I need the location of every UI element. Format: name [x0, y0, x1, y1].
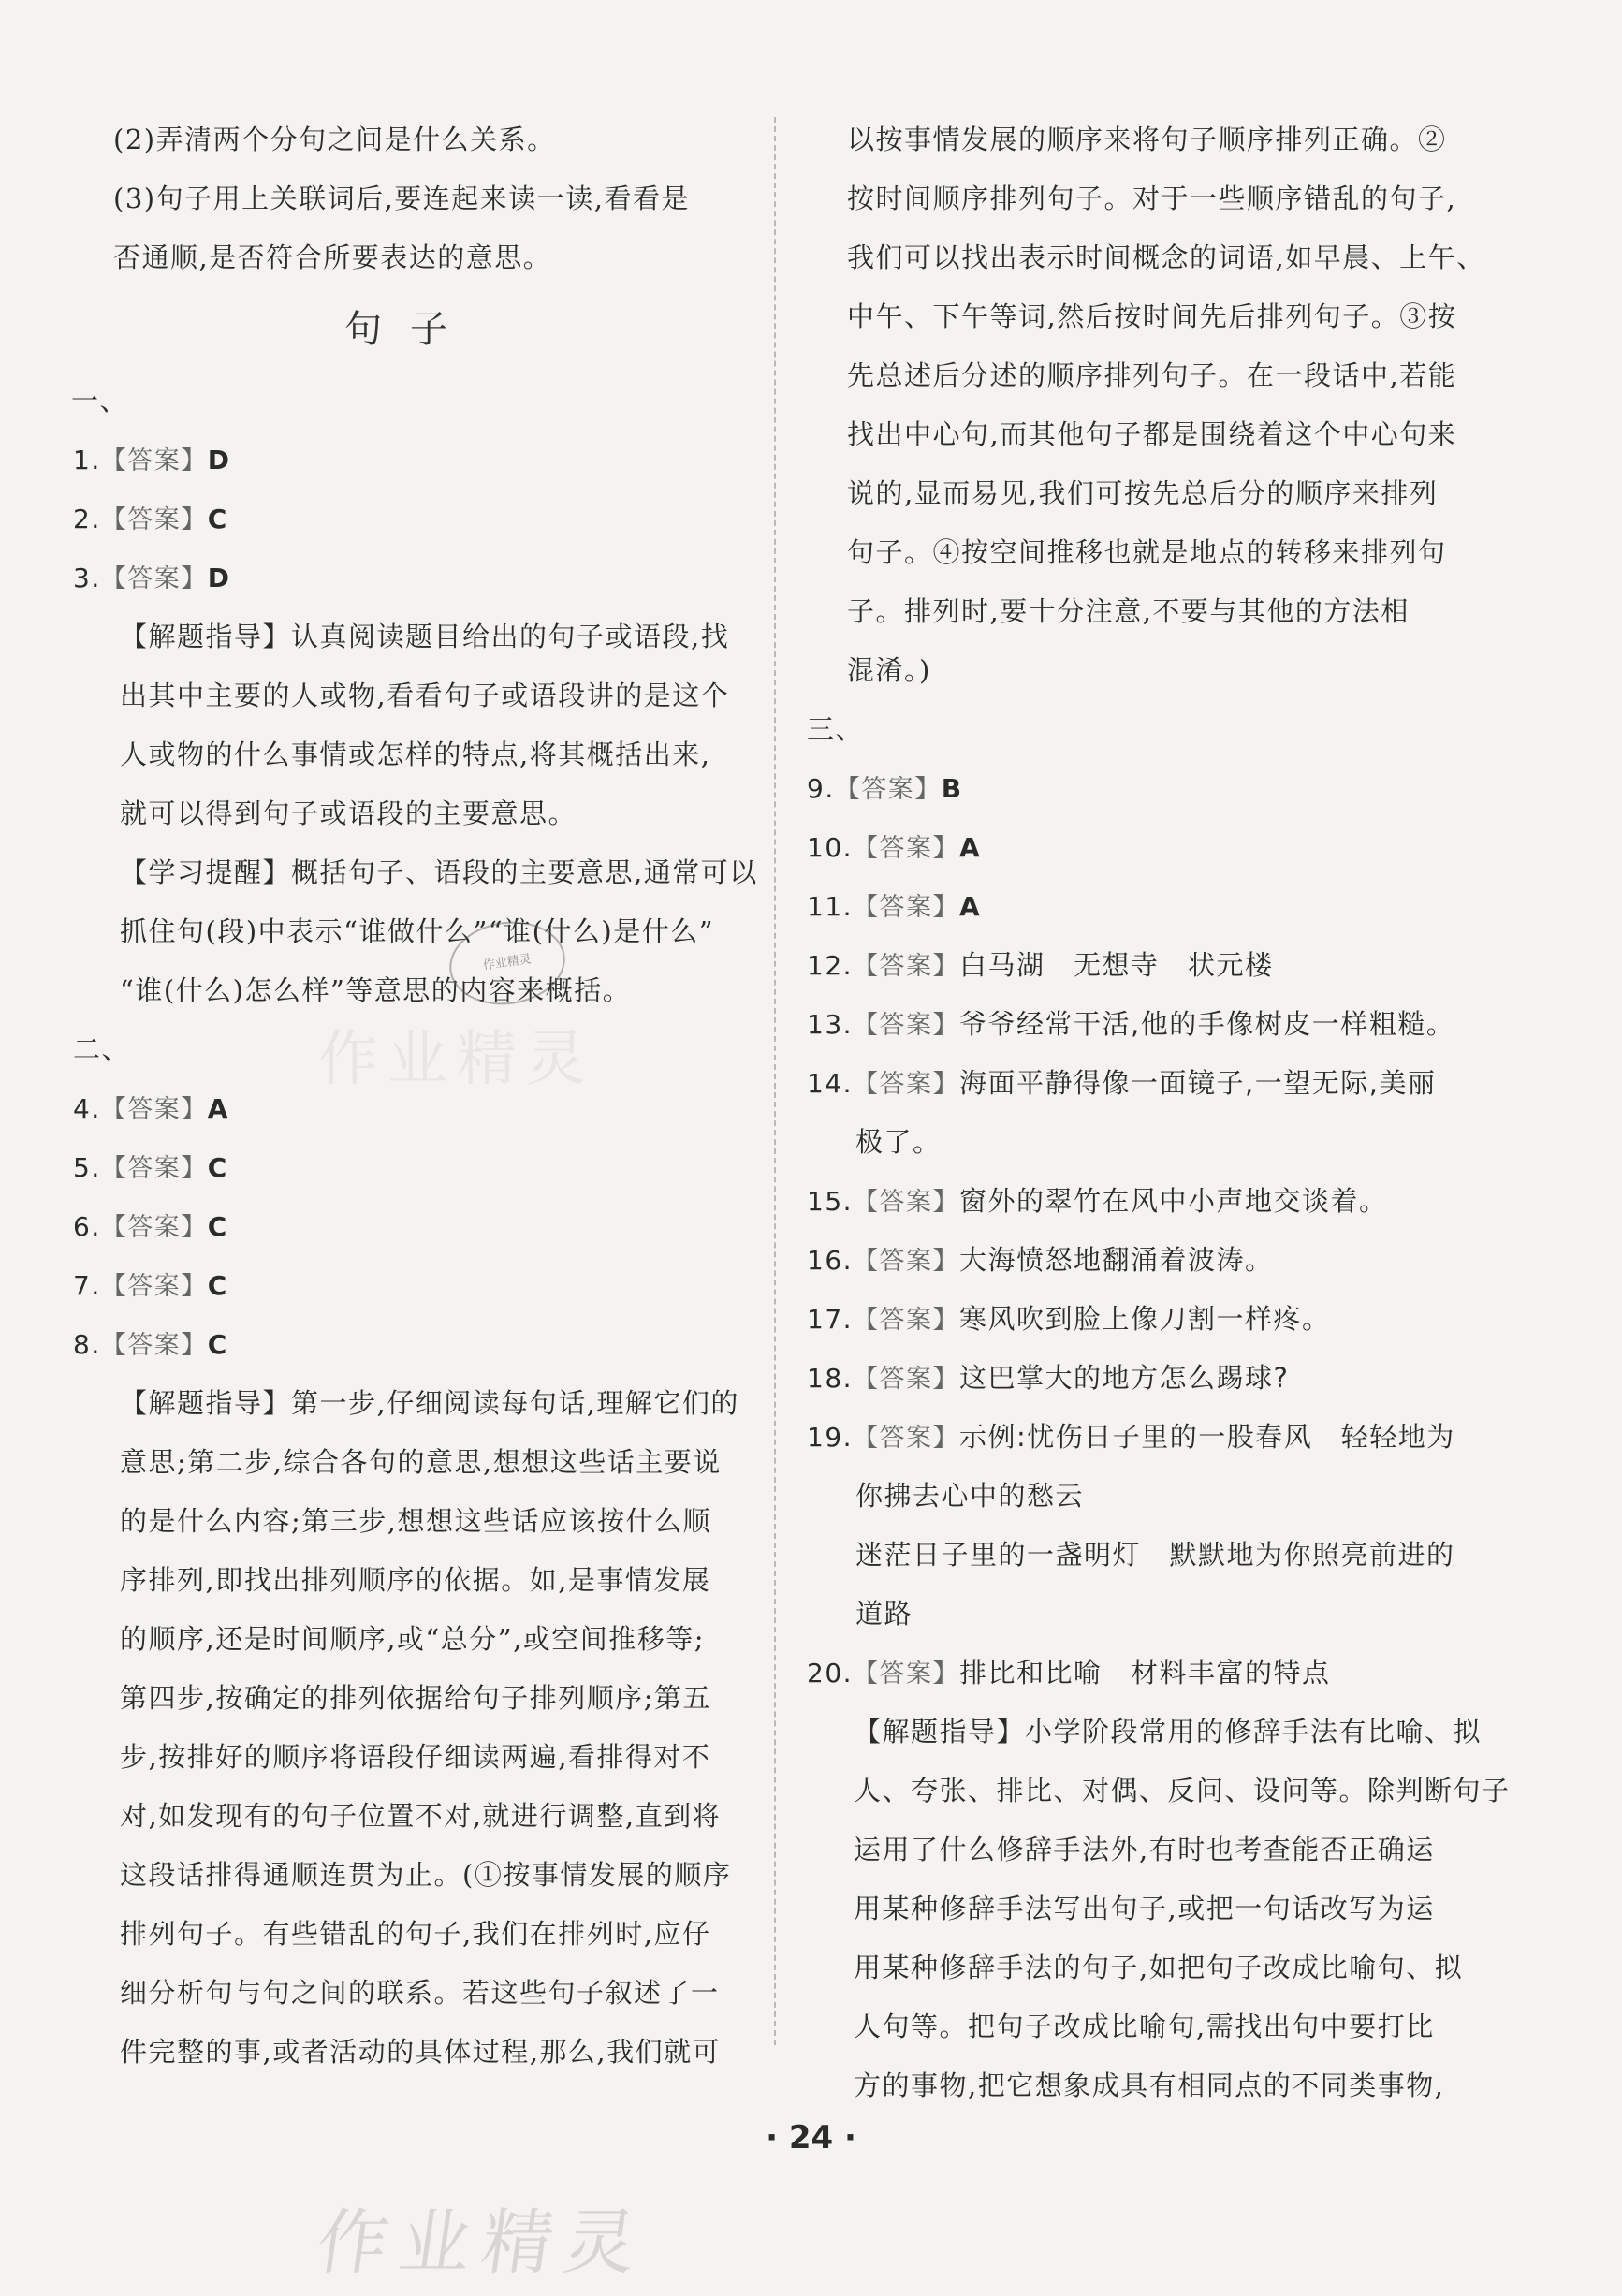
answer-text: 示例:忧伤日子里的一股春风 轻轻地为 — [959, 1421, 1455, 1453]
answer-tag: 【答案】 — [853, 952, 960, 981]
answer-number: 13. — [807, 1009, 854, 1040]
answer-row — [73, 1138, 747, 1197]
guide-line: 用某种修辞手法写出句子,或把一句话改写为运 — [854, 1893, 1435, 1924]
cont-line: 中午、下午等词,然后按时间先后排列句子。③按 — [847, 300, 1457, 332]
guide-line: 这段话排得通顺连贯为止。(①按事情发展的顺序 — [120, 1859, 732, 1891]
answer-number: 6. — [73, 1211, 101, 1242]
answer-row — [807, 1408, 1481, 1467]
guide-line: 人或物的什么事情或怎样的特点,将其概括出来, — [120, 739, 711, 770]
answer-row — [73, 1197, 747, 1256]
answer-row — [73, 1315, 747, 1374]
answer-value: C — [207, 1329, 228, 1360]
answer-tag: 【答案】 — [100, 446, 208, 475]
answer-row — [807, 818, 1481, 877]
answer-number: 8. — [73, 1329, 101, 1360]
guide-line: 就可以得到句子或语段的主要意思。 — [120, 797, 577, 829]
tip-line: 【学习提醒】概括句子、语段的主要意思,通常可以 — [120, 856, 758, 888]
answer-number: 16. — [807, 1245, 854, 1276]
answer-number: 1. — [73, 445, 101, 475]
guide-line: 【解题指导】认真阅读题目给出的句子或语段,找 — [120, 621, 730, 652]
answer-tag: 【答案】 — [853, 1188, 960, 1217]
tip-line: “谁(什么)怎么样”等意思的内容来概括。 — [120, 974, 632, 1006]
answer-number: 4. — [73, 1093, 101, 1124]
answer-tag: 【答案】 — [853, 1660, 960, 1689]
answer-number: 19. — [807, 1422, 854, 1453]
part3-heading: 三、 — [807, 713, 865, 745]
answer-row — [807, 1172, 1481, 1231]
answer-number: 5. — [73, 1152, 101, 1183]
page-number: · 24 · — [766, 2119, 856, 2157]
answer-number: 10. — [807, 832, 854, 863]
answer-text: 排比和比喻 材料丰富的特点 — [959, 1657, 1331, 1689]
answer-number: 14. — [807, 1068, 854, 1099]
answer-value: A — [959, 832, 982, 863]
tip-line: 抓住句(段)中表示“谁做什么”“谁(什么)是什么” — [120, 915, 715, 947]
answer-text: 爷爷经常干活,他的手像树皮一样粗糙。 — [959, 1008, 1455, 1040]
guide-line: 出其中主要的人或物,看看句子或语段讲的是这个 — [120, 680, 730, 711]
answer-value: C — [207, 504, 228, 534]
answer-row — [73, 490, 747, 548]
answer-tag: 【答案】 — [100, 1095, 208, 1124]
guide-line: 人句等。把句子改成比喻句,需找出句中要打比 — [854, 2011, 1435, 2042]
answer-tag: 【答案】 — [100, 1154, 208, 1183]
cont-line: 先总述后分述的顺序排列句子。在一段话中,若能 — [847, 359, 1457, 391]
answer-number: 11. — [807, 891, 854, 922]
answer-number: 15. — [807, 1186, 854, 1217]
column-divider — [774, 117, 776, 2045]
faint-watermark: 作业精灵 — [318, 1025, 595, 1094]
guide-line: 【解题指导】小学阶段常用的修辞手法有比喻、拟 — [854, 1716, 1483, 1748]
cont-line: 子。排列时,要十分注意,不要与其他的方法相 — [847, 595, 1410, 627]
answer-value: D — [207, 563, 231, 593]
answer-number: 7. — [73, 1270, 101, 1301]
answer-number: 18. — [807, 1363, 854, 1394]
cont-line: 找出中心句,而其他句子都是围绕着这个中心句来 — [847, 418, 1457, 450]
answer-value: C — [207, 1211, 228, 1242]
answer-continuation: 你拂去心中的愁云 — [855, 1480, 1085, 1512]
answer-tag: 【答案】 — [853, 893, 960, 922]
guide-line: 件完整的事,或者活动的具体过程,那么,我们就可 — [120, 2036, 722, 2068]
right-column — [807, 110, 1511, 2115]
answer-number: 2. — [73, 504, 101, 534]
intro-line-2: (3)句子用上关联词后,要连起来读一读,看看是 — [113, 183, 691, 214]
answer-row — [807, 1231, 1481, 1290]
answer-row — [73, 548, 747, 607]
cont-line: 混淆。) — [847, 654, 931, 686]
answer-text: 海面平静得像一面镜子,一望无际,美丽 — [959, 1067, 1437, 1099]
answer-row — [807, 877, 1481, 936]
cont-line: 我们可以找出表示时间概念的词语,如早晨、上午、 — [847, 241, 1485, 273]
answer-continuation: 道路 — [855, 1598, 913, 1630]
answer-tag: 【答案】 — [100, 1213, 208, 1242]
intro-line-1: (2)弄清两个分句之间是什么关系。 — [113, 124, 556, 155]
guide-line: 细分析句与句之间的联系。若这些句子叙述了一 — [120, 1977, 720, 2009]
answer-text: 这巴掌大的地方怎么踢球? — [959, 1362, 1290, 1394]
answer-tag: 【答案】 — [834, 775, 942, 804]
answer-row — [807, 1054, 1481, 1113]
answer-number: 17. — [807, 1304, 854, 1335]
answer-tag: 【答案】 — [100, 1272, 208, 1301]
guide-line: 用某种修辞手法的句子,如把句子改成比喻句、拟 — [854, 1952, 1464, 1983]
answer-value: A — [207, 1093, 229, 1124]
answer-tag: 【答案】 — [853, 1424, 960, 1453]
answer-row — [807, 759, 1481, 818]
guide-line: 运用了什么修辞手法外,有时也考查能否正确运 — [854, 1834, 1435, 1865]
guide-line: 人、夸张、排比、对偶、反问、设问等。除判断句子 — [854, 1775, 1511, 1806]
cont-line: 以按事情发展的顺序来将句子顺序排列正确。② — [847, 124, 1447, 155]
answer-row — [73, 431, 747, 490]
cont-line: 按时间顺序排列句子。对于一些顺序错乱的句子, — [847, 183, 1457, 214]
guide-line: 对,如发现有的句子位置不对,就进行调整,直到将 — [120, 1800, 722, 1832]
answer-value: D — [207, 445, 231, 475]
answer-tag: 【答案】 — [853, 1247, 960, 1276]
watermark: 作业精灵 — [311, 2201, 653, 2284]
answer-value: A — [959, 891, 982, 922]
answer-tag: 【答案】 — [853, 1011, 960, 1040]
guide-line: 的顺序,还是时间顺序,或“总分”,或空间推移等; — [120, 1623, 706, 1655]
answer-row — [807, 936, 1481, 995]
answer-text: 寒风吹到脸上像刀割一样疼。 — [959, 1303, 1331, 1335]
answer-tag: 【答案】 — [853, 1306, 960, 1335]
guide-line: 序排列,即找出排列顺序的依据。如,是事情发展 — [120, 1564, 711, 1596]
part1-heading: 一、 — [71, 385, 129, 417]
guide-line: 意思;第二步,综合各句的意思,想想这些话主要说 — [120, 1446, 722, 1478]
answer-row — [73, 1256, 747, 1315]
stamp-mark: 作业精灵 — [444, 914, 570, 1012]
answer-tag: 【答案】 — [100, 1331, 208, 1360]
guide-line: 方的事物,把它想象成具有相同点的不同类事物, — [854, 2069, 1445, 2101]
answer-tag: 【答案】 — [853, 1070, 960, 1099]
answer-tag: 【答案】 — [100, 564, 208, 593]
answer-text: 白马湖 无想寺 状元楼 — [959, 949, 1274, 981]
answer-value: C — [207, 1152, 228, 1183]
answer-text: 窗外的翠竹在风中小声地交谈着。 — [959, 1185, 1388, 1217]
cont-line: 说的,显而易见,我们可按先总后分的顺序来排列 — [847, 477, 1439, 509]
answer-tag: 【答案】 — [853, 1365, 960, 1394]
part2-heading: 二、 — [73, 1033, 131, 1065]
answer-continuation: 极了。 — [855, 1126, 942, 1158]
answer-number: 3. — [73, 563, 101, 593]
answer-tag: 【答案】 — [100, 505, 208, 534]
answer-row — [807, 1644, 1481, 1703]
answer-number: 12. — [807, 950, 854, 981]
answer-row — [807, 995, 1481, 1054]
section-title: 句子 — [344, 308, 475, 351]
answer-row — [807, 1290, 1481, 1349]
answer-tag: 【答案】 — [853, 834, 960, 863]
guide-line: 排列句子。有些错乱的句子,我们在排列时,应仔 — [120, 1918, 711, 1950]
answer-value: B — [941, 773, 963, 804]
intro-line-3: 否通顺,是否符合所要表达的意思。 — [113, 241, 552, 273]
answer-number: 20. — [807, 1658, 854, 1689]
answer-text: 大海愤怒地翻涌着波涛。 — [959, 1244, 1274, 1276]
answer-number: 9. — [807, 773, 835, 804]
guide-line: 的是什么内容;第三步,想想这些话应该按什么顺 — [120, 1505, 711, 1537]
answer-continuation: 迷茫日子里的一盏明灯 默默地为你照亮前进的 — [855, 1539, 1455, 1571]
cont-line: 句子。④按空间推移也就是地点的转移来排列句 — [847, 536, 1447, 568]
answer-row — [807, 1349, 1481, 1408]
guide-line: 【解题指导】第一步,仔细阅读每句话,理解它们的 — [120, 1387, 739, 1419]
guide-line: 第四步,按确定的排列依据给句子排列顺序;第五 — [120, 1682, 711, 1714]
answer-value: C — [207, 1270, 228, 1301]
guide-line: 步,按排好的顺序将语段仔细读两遍,看排得对不 — [120, 1741, 711, 1773]
